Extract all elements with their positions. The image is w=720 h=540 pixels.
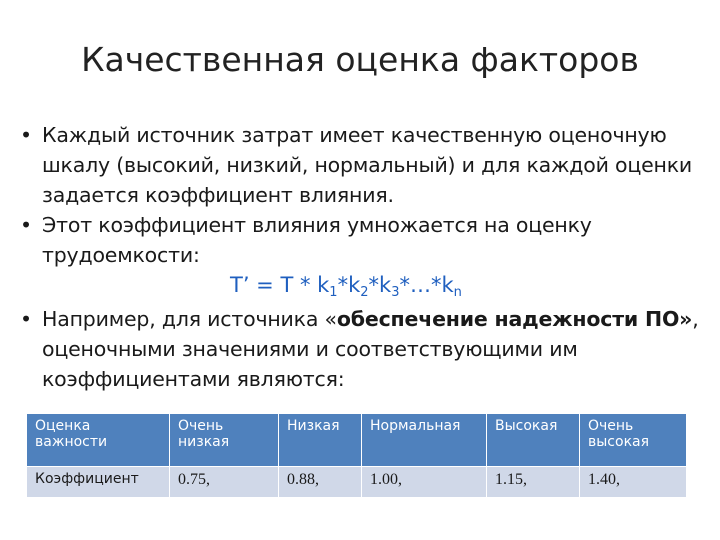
formula [20,270,700,304]
bullet-item [20,210,700,270]
bullet-bold-text: обеспечение надежности ПО» [336,307,693,331]
bullet-list [20,120,700,394]
formula-subscript: 2 [360,285,369,300]
table-cell: Коэффициент [27,467,170,498]
table-header-cell: Нормальная [362,414,487,467]
formula-subscript: n [453,285,462,300]
bullet-text: , оценочными значениями и соответствующими им коэффициентами являются: [42,307,699,391]
formula-subscript: 3 [391,285,400,300]
table-header-cell: Оценка важности [27,414,170,467]
bullet-dot: • [20,307,32,331]
table-cell: 1.00, [362,467,487,498]
bullet-dot: • [20,213,32,237]
bullet-dot: • [20,123,32,147]
table-header-cell: Очень высокая [580,414,687,467]
table-cell: 0.75, [170,467,279,498]
bullet-item [20,304,700,394]
bullet-text: Например, для источника « [42,307,337,331]
table-cell: 0.88, [279,467,362,498]
slide-title: Качественная оценка факторов [81,40,639,79]
formula-part: T’ = T * k [230,273,330,297]
table-header-cell: Высокая [487,414,580,467]
bullet-text: Каждый источник затрат имеет качественную оценочную шкалу (высокий, низкий, нормальный) и для каждой оценки задается коэффициент влияния. [42,123,693,207]
bullet-text: Этот коэффициент влияния умножается на оценку трудоемкости: [42,213,592,267]
table-row [27,467,687,498]
formula-part: *k [368,273,392,297]
table-cell: 1.15, [487,467,580,498]
bullet-item [20,120,700,210]
table-header-cell: Очень низкая [170,414,279,467]
table-header-cell: Низкая [279,414,362,467]
table-cell: 1.40, [580,467,687,498]
formula-subscript: 1 [329,285,338,300]
table-header-row [27,414,687,467]
formula-part: *k [337,273,361,297]
formula-part: *…*k [399,273,454,297]
coefficient-table [27,414,687,498]
